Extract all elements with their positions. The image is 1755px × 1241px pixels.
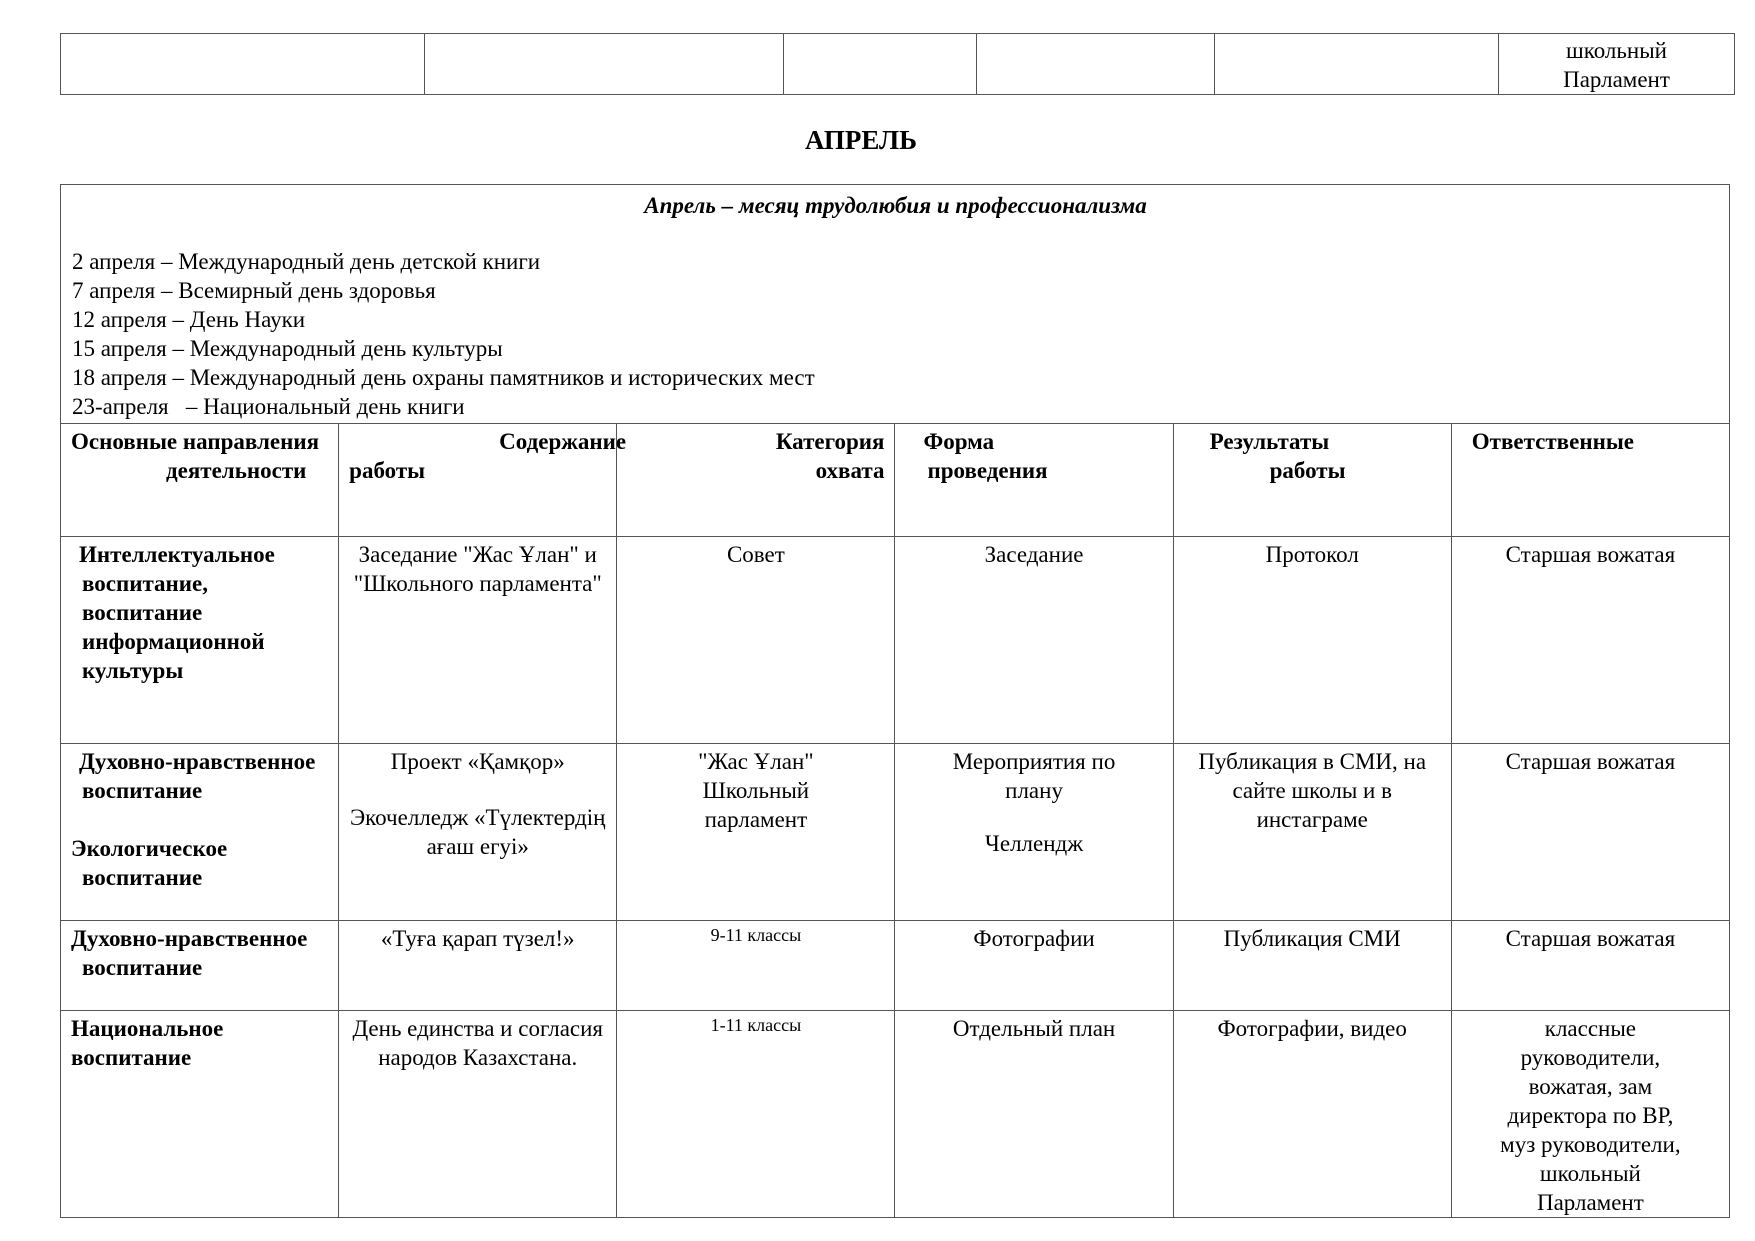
- content-line: «Туға қарап түзел!»: [380, 926, 575, 951]
- header-line: Результаты: [1209, 429, 1330, 454]
- category-cell: [617, 921, 895, 1011]
- responsible-line: Старшая вожатая: [1505, 542, 1676, 567]
- content-cell: [339, 744, 617, 921]
- responsible-line: Старшая вожатая: [1505, 749, 1676, 774]
- responsible-line: Старшая вожатая: [1505, 926, 1676, 951]
- month-theme: Апрель – месяц трудолюбия и профессионализма: [644, 193, 1147, 218]
- header-line: Форма: [923, 429, 995, 454]
- date-item: 15 апреля – Международный день культуры: [72, 336, 503, 361]
- form-line: Отдельный план: [952, 1016, 1116, 1041]
- table-cell: [425, 34, 784, 95]
- header-line: Содержание: [499, 429, 627, 454]
- direction-line: Духовно-нравственное: [71, 926, 308, 951]
- form-line: Заседание: [984, 542, 1084, 567]
- direction-line: Национальное воспитание: [71, 1016, 224, 1070]
- responsible-cell: [1451, 537, 1729, 744]
- direction-line: воспитание: [82, 955, 203, 980]
- content-line: ағаш егуі»: [426, 834, 529, 859]
- content-line: Экочелледж «Түлектердің: [349, 805, 606, 830]
- april-plan-table: [60, 184, 1730, 1218]
- form-line: Челлендж: [984, 831, 1084, 856]
- table-row: [61, 1011, 1730, 1218]
- content-cell: [339, 1011, 617, 1218]
- responsible-line: муз руководители,: [1500, 1132, 1681, 1157]
- content-cell: [339, 921, 617, 1011]
- content-cell: [339, 537, 617, 744]
- category-line: "Жас Ұлан": [698, 749, 814, 774]
- form-cell: [895, 1011, 1173, 1218]
- results-line: Фотографии, видео: [1217, 1016, 1407, 1041]
- results-cell: [1173, 921, 1451, 1011]
- responsible-line: директора по ВР,: [1507, 1103, 1674, 1128]
- category-cell: [617, 1011, 895, 1218]
- direction-cell: [61, 921, 339, 1011]
- category-line: Совет: [726, 542, 785, 567]
- responsible-cell: [1451, 921, 1729, 1011]
- column-header-responsible: [1451, 424, 1729, 537]
- direction-cell: [61, 537, 339, 744]
- table-row: [61, 921, 1730, 1011]
- responsible-cell: [1451, 744, 1729, 921]
- table-cell: [784, 34, 977, 95]
- responsible-line: Парламент: [1536, 1190, 1644, 1215]
- responsible-line: школьный: [1566, 38, 1667, 63]
- content-line: народов Казахстана.: [378, 1045, 578, 1070]
- category-line: 9-11 классы: [710, 925, 802, 945]
- category-line: парламент: [704, 807, 808, 832]
- header-line: Категория: [775, 429, 885, 454]
- responsible-line: Парламент: [1563, 67, 1670, 92]
- table-row: [61, 744, 1730, 921]
- results-line: Публикация в СМИ, на: [1198, 749, 1427, 774]
- direction-line: Экологическое: [71, 836, 228, 861]
- header-line: работы: [1269, 458, 1346, 483]
- direction-line: воспитание: [82, 778, 203, 803]
- date-item: 7 апреля – Всемирный день здоровья: [72, 278, 436, 303]
- content-line: День единства и согласия: [352, 1016, 603, 1041]
- header-line: Основные направления: [71, 429, 320, 454]
- header-line: работы: [349, 458, 426, 483]
- table-row: [61, 34, 1735, 95]
- date-item: 2 апреля – Международный день детской книги: [72, 249, 541, 274]
- table-cell: [1215, 34, 1499, 95]
- responsible-line: классные: [1544, 1016, 1637, 1041]
- responsible-line: школьный: [1539, 1161, 1641, 1186]
- results-cell: [1173, 1011, 1451, 1218]
- form-cell: [895, 744, 1173, 921]
- dates-list: [72, 247, 1719, 421]
- direction-cell: [61, 744, 339, 921]
- date-item: 23-апреля – Национальный день книги: [72, 394, 465, 419]
- previous-month-table-tail: [60, 33, 1735, 95]
- table-cell: [61, 34, 425, 95]
- table-row: [61, 537, 1730, 744]
- content-line: Заседание "Жас Ұлан" и: [358, 542, 597, 567]
- results-line: Протокол: [1265, 542, 1359, 567]
- category-line: 1-11 классы: [710, 1015, 802, 1035]
- category-cell: [617, 537, 895, 744]
- results-line: сайте школы и в: [1232, 778, 1392, 803]
- form-line: плану: [1005, 778, 1063, 803]
- direction-line: воспитание, воспитание: [82, 571, 209, 625]
- form-line: Мероприятия по: [952, 749, 1116, 774]
- direction-line: информационной культуры: [82, 629, 265, 683]
- responsible-cell: [1451, 1011, 1729, 1218]
- results-line: Публикация СМИ: [1223, 926, 1401, 951]
- month-title: АПРЕЛЬ: [805, 125, 917, 155]
- form-cell: [895, 537, 1173, 744]
- form-line: Фотографии: [973, 926, 1095, 951]
- results-line: инстаграме: [1256, 807, 1368, 832]
- column-header-results: [1173, 424, 1451, 537]
- responsible-cell: [1499, 34, 1735, 95]
- month-header-row: [61, 185, 1730, 424]
- content-line: Проект «Қамқор»: [390, 749, 565, 774]
- results-cell: [1173, 744, 1451, 921]
- results-cell: [1173, 537, 1451, 744]
- content-line: "Школьного парламента": [353, 571, 602, 596]
- header-line: проведения: [927, 458, 1048, 483]
- direction-cell: [61, 1011, 339, 1218]
- direction-line: воспитание: [82, 865, 203, 890]
- column-header-direction: [61, 424, 339, 537]
- header-line: деятельности: [166, 458, 307, 483]
- column-header-form: [895, 424, 1173, 537]
- date-item: 12 апреля – День Науки: [72, 307, 306, 332]
- header-line: Ответственные: [1471, 429, 1634, 454]
- month-header-cell: [61, 185, 1730, 424]
- column-header-content: [339, 424, 627, 537]
- table-cell: [977, 34, 1215, 95]
- direction-line: Духовно-нравственное: [79, 749, 316, 774]
- direction-line: Интеллектуальное: [79, 542, 275, 567]
- date-item: 18 апреля – Международный день охраны памятников и исторических мест: [72, 365, 815, 390]
- form-cell: [895, 921, 1173, 1011]
- responsible-line: руководители,: [1520, 1045, 1661, 1070]
- column-header-row: [61, 424, 1730, 537]
- responsible-line: вожатая, зам: [1528, 1074, 1653, 1099]
- category-cell: [617, 744, 895, 921]
- header-line: охвата: [815, 458, 885, 483]
- category-line: Школьный: [702, 778, 810, 803]
- column-header-category: [617, 424, 895, 537]
